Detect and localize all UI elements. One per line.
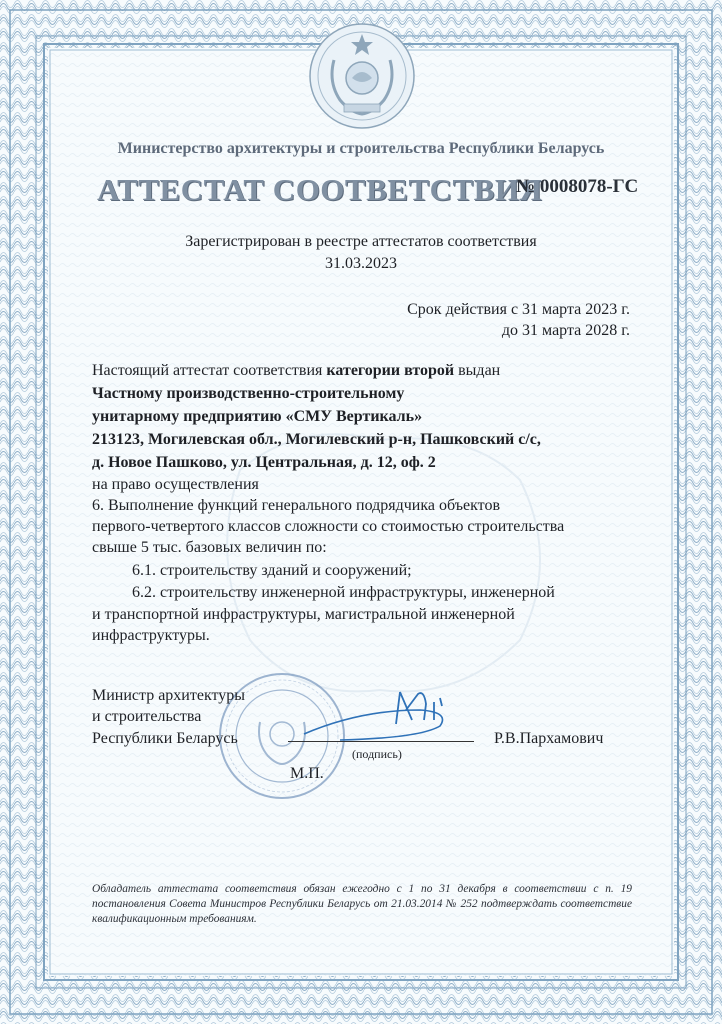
- item-6-line3: свыше 5 тыс. базовых величин по:: [92, 539, 327, 556]
- registration-line: Зарегистрирован в реестре аттестатов соответствия: [185, 233, 537, 250]
- holder-address-line1: 213123, Могилевская обл., Могилевский р-н, Пашковский с/с,: [92, 431, 541, 448]
- signer-role-line3: Республики Беларусь: [92, 730, 238, 747]
- item-6-2-line1: 6.2. строительству инженерной инфраструктуры, инженерной: [132, 584, 555, 601]
- signature-caption: (подпись): [352, 747, 402, 761]
- validity-to: до 31 марта 2028 г.: [501, 322, 630, 339]
- issue-statement: [92, 362, 500, 380]
- signer-name: Р.В.Пархамович: [494, 730, 604, 747]
- issue-statement-pre: Настоящий аттестат соответствия: [92, 362, 327, 379]
- item-6-1: 6.1. строительству зданий и сооружений;: [132, 562, 412, 579]
- item-6-2-line2: и транспортной инфраструктуры, магистральной инженерной: [92, 606, 515, 623]
- signer-role-line1: Министр архитектуры: [92, 687, 246, 704]
- handwritten-signature-icon: [300, 680, 480, 750]
- item-6-line2: первого-четвертого классов сложности со стоимостью строительства: [92, 518, 565, 535]
- footnote: Обладатель аттестата соответствия обязан ежегодно с 1 по 31 декабря в соответствии с п. 19 постановления Совета Министров Республики Беларусь от 21.03.2014 № 252 подтверждать соответствие квалификационным требованиям.: [92, 883, 632, 925]
- issue-statement-post: выдан: [454, 362, 501, 379]
- right-intro: на право осуществления: [92, 476, 259, 493]
- holder-address-line2: д. Новое Пашково, ул. Центральная, д. 12, оф. 2: [92, 454, 436, 471]
- holder-name-line2: унитарному предприятию «СМУ Вертикаль»: [92, 408, 423, 425]
- holder-name-line1: Частному производственно-строительному: [92, 385, 405, 402]
- item-6-2-line3: инфраструктуры.: [92, 627, 210, 644]
- ministry-heading: Министерство архитектуры и строительства Республики Беларусь: [117, 140, 605, 157]
- document-title: АТТЕСТАТ СООТВЕТСТВИЯ: [97, 172, 543, 207]
- signature-line: [288, 741, 474, 742]
- state-emblem-icon: [306, 20, 418, 132]
- seal-place-label: М.П.: [290, 765, 324, 782]
- category: категории второй: [326, 362, 455, 379]
- signer-role-line2: и строительства: [92, 708, 202, 725]
- registration-date: 31.03.2023: [325, 255, 397, 272]
- item-6-line1: 6. Выполнение функций генерального подрядчика объектов: [92, 497, 501, 514]
- certificate-number: № 0008078-ГС: [516, 176, 639, 197]
- validity-from: Срок действия с 31 марта 2023 г.: [407, 301, 630, 318]
